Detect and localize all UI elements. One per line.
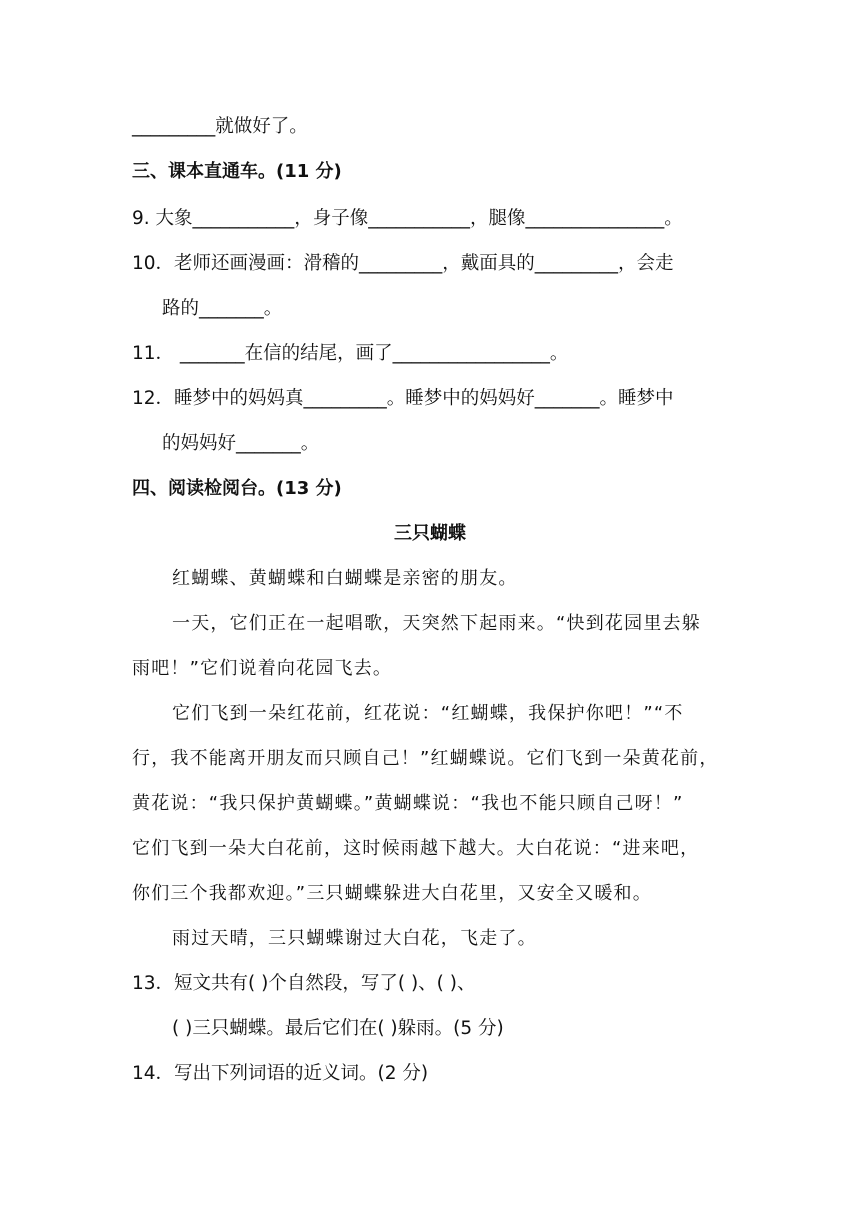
question-9: 9. 大象___________，身子像___________，腿像_______________。 — [132, 208, 683, 229]
passage-paragraph-3-line3: 黄花说：“我只保护黄蝴蝶。”黄蝴蝶说：“我也不能只顾自己呀！” — [132, 793, 684, 814]
passage-paragraph-4: 雨过天晴，三只蝴蝶谢过大白花，飞走了。 — [172, 928, 537, 949]
section-four-heading: 四、阅读检阅台。(13 分) — [132, 478, 342, 499]
question-14: 14．写出下列词语的近义词。(2 分) — [132, 1063, 429, 1084]
question-10-line2: 路的_______。 — [162, 298, 283, 319]
passage-title: 三只蝴蝶 — [394, 523, 466, 544]
section-three-heading: 三、课本直通车。(11 分) — [132, 161, 342, 182]
passage-paragraph-3-line2: 行，我不能离开朋友而只顾自己！”红蝴蝶说。它们飞到一朵黄花前， — [132, 748, 719, 769]
line-fill-blank-end: _________就做好了。 — [132, 116, 308, 137]
question-11: 11． _______在信的结尾，画了_________________。 — [132, 343, 569, 364]
question-13-line1: 13．短文共有( )个自然段，写了( )、( )、 — [132, 973, 476, 994]
question-12-line1: 12．睡梦中的妈妈真_________。睡梦中的妈妈好_______。睡梦中 — [132, 388, 674, 409]
passage-paragraph-3-line4: 它们飞到一朵大白花前，这时候雨越下越大。大白花说：“进来吧， — [132, 838, 700, 859]
passage-paragraph-1: 红蝴蝶、黄蝴蝶和白蝴蝶是亲密的朋友。 — [172, 568, 518, 589]
question-12-line2: 的妈妈好_______。 — [162, 433, 320, 454]
passage-paragraph-3-line5: 你们三个我都欢迎。”三只蝴蝶躲进大白花里，又安全又暖和。 — [132, 883, 652, 904]
question-13-line2: ( )三只蝴蝶。最后它们在( )躲雨。(5 分) — [172, 1018, 504, 1039]
passage-paragraph-3-line1: 它们飞到一朵红花前，红花说：“红蝴蝶，我保护你吧！”“不 — [172, 703, 684, 724]
question-10-line1: 10．老师还画漫画：滑稽的_________，戴面具的_________，会走 — [132, 253, 674, 274]
passage-paragraph-2-line2: 雨吧！”它们说着向花园飞去。 — [132, 658, 393, 679]
passage-paragraph-2-line1: 一天，它们正在一起唱歌，天突然下起雨来。“快到花园里去躲 — [172, 613, 701, 634]
